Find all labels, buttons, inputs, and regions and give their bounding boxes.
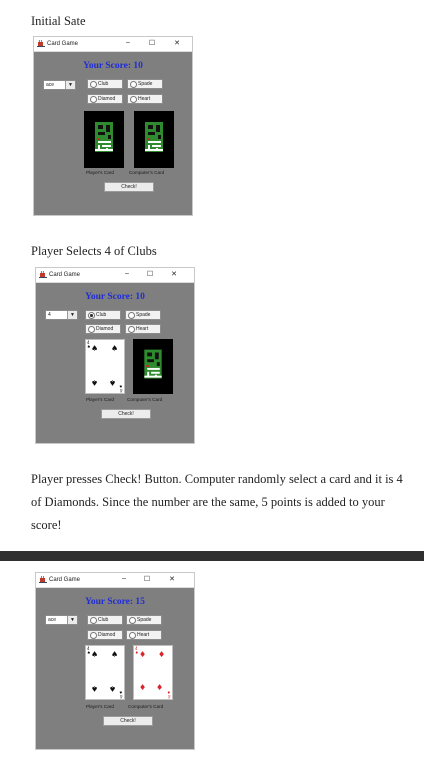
- spade-suit-icon: ♠: [91, 684, 99, 693]
- radio-heart-label: Heart: [138, 96, 151, 102]
- java-cup-icon: [39, 271, 47, 278]
- radio-club[interactable]: [87, 615, 123, 625]
- radio-club-label: Club: [98, 617, 109, 623]
- radio-heart-indicator: [129, 632, 136, 639]
- computer-card-caption: Computer's Card: [129, 170, 165, 175]
- explanation-paragraph: Player presses Check! Button. Computer randomly select a card and it is 4 of Diamonds. Since the number are the same, 5 points is added to your score!: [31, 472, 403, 532]
- computer-card-caption: Computer's Card: [127, 397, 163, 402]
- card-game-window-result: [35, 572, 195, 750]
- player-card-caption: Player's Card: [86, 704, 114, 709]
- radio-heart-indicator: [128, 326, 135, 333]
- rank-dropdown-value: ace: [48, 617, 57, 623]
- section-divider: [0, 551, 424, 561]
- card-rank-corner: 4 ♠: [119, 384, 123, 393]
- close-button[interactable]: ✕: [171, 271, 177, 278]
- radio-heart-label: Heart: [136, 326, 149, 332]
- player-card-caption: Player's Card: [86, 397, 114, 402]
- maximize-button[interactable]: ☐: [146, 271, 154, 278]
- spade-suit-icon: ♠: [91, 650, 99, 659]
- check-button[interactable]: Check!: [104, 182, 154, 192]
- radio-club-indicator-selected: [88, 312, 95, 319]
- spade-suit-icon: ♠: [109, 684, 117, 693]
- radio-heart[interactable]: [126, 630, 162, 640]
- diamond-suit-icon: ♦: [139, 650, 147, 659]
- score-label: Your Score: 10: [85, 292, 145, 302]
- spade-suit-icon: ♠: [91, 378, 99, 387]
- chevron-down-icon[interactable]: ▼: [67, 311, 77, 319]
- computer-card: [133, 645, 173, 700]
- diamond-suit-icon: ♦: [139, 683, 147, 692]
- radio-club[interactable]: [85, 310, 121, 320]
- computer-card-caption: Computer's Card: [128, 704, 164, 709]
- spade-suit-icon: ♠: [111, 650, 119, 659]
- radio-diamond[interactable]: [87, 630, 123, 640]
- radio-club[interactable]: [87, 79, 123, 89]
- radio-spade[interactable]: [127, 79, 163, 89]
- rank-dropdown[interactable]: [45, 310, 78, 320]
- card-game-window-initial: [33, 36, 193, 216]
- close-button[interactable]: ✕: [174, 40, 180, 47]
- computer-card: [134, 111, 174, 168]
- score-label: Your Score: 15: [85, 597, 145, 607]
- java-cup-icon: [37, 40, 45, 47]
- window-title: Card Game: [49, 576, 81, 583]
- heading-player-selects: Player Selects 4 of Clubs: [31, 244, 157, 258]
- rank-dropdown-value: 4: [48, 312, 51, 318]
- minimize-button[interactable]: –: [126, 39, 130, 46]
- chevron-down-icon[interactable]: ▼: [67, 616, 77, 624]
- radio-club-indicator: [90, 617, 97, 624]
- card-rank-corner: 4 ♠: [119, 690, 123, 699]
- card-rank-corner: 4 ♠: [87, 646, 91, 655]
- radio-heart-label: Heart: [137, 632, 150, 638]
- card-rank-corner: 4 ♦: [135, 646, 139, 655]
- radio-heart[interactable]: [125, 324, 161, 334]
- close-button[interactable]: ✕: [169, 576, 175, 583]
- radio-spade-label: Spade: [138, 81, 153, 87]
- radio-heart-indicator: [130, 96, 137, 103]
- window-title: Card Game: [47, 40, 79, 47]
- card-rank-corner: 4 ♦: [167, 690, 171, 699]
- diamond-suit-icon: ♦: [156, 683, 164, 692]
- score-label: Your Score: 10: [83, 61, 143, 71]
- radio-spade[interactable]: [125, 310, 161, 320]
- radio-diamond-label: Diamod: [98, 632, 116, 638]
- radio-diamond-indicator: [90, 96, 97, 103]
- check-button[interactable]: Check!: [103, 716, 153, 726]
- radio-spade-label: Spade: [137, 617, 152, 623]
- player-card: [84, 111, 124, 168]
- java-cup-icon: [39, 576, 47, 583]
- player-card: [85, 645, 125, 700]
- heading-initial-state: Initial Sate: [31, 14, 86, 28]
- title-bar: [34, 37, 192, 52]
- maximize-button[interactable]: ☐: [143, 576, 151, 583]
- spade-suit-icon: ♠: [109, 378, 117, 387]
- radio-diamond[interactable]: [85, 324, 121, 334]
- spade-suit-icon: ♠: [91, 344, 99, 353]
- minimize-button[interactable]: –: [125, 270, 129, 277]
- minimize-button[interactable]: –: [122, 575, 126, 582]
- card-rank-corner: 4 ♠: [87, 340, 91, 349]
- title-bar: [36, 573, 194, 588]
- player-card: [85, 339, 125, 394]
- card-back-pattern-icon: [84, 111, 124, 168]
- radio-diamond[interactable]: [87, 94, 123, 104]
- radio-spade-label: Spade: [136, 312, 151, 318]
- radio-heart[interactable]: [127, 94, 163, 104]
- radio-club-indicator: [90, 81, 97, 88]
- diamond-suit-icon: ♦: [158, 650, 166, 659]
- window-title: Card Game: [49, 271, 81, 278]
- radio-spade-indicator: [130, 81, 137, 88]
- radio-club-label: Club: [96, 312, 107, 318]
- spade-suit-icon: ♠: [111, 344, 119, 353]
- computer-card: [133, 339, 173, 394]
- radio-diamond-label: Diamod: [98, 96, 116, 102]
- card-back-pattern-icon: [133, 339, 173, 394]
- rank-dropdown[interactable]: [43, 80, 76, 90]
- radio-spade-indicator: [128, 312, 135, 319]
- title-bar: [36, 268, 194, 283]
- radio-diamond-indicator: [90, 632, 97, 639]
- radio-spade-indicator: [129, 617, 136, 624]
- card-back-pattern-icon: [134, 111, 174, 168]
- radio-diamond-label: Diamod: [96, 326, 114, 332]
- rank-dropdown-value: ace: [46, 82, 55, 88]
- radio-diamond-indicator: [88, 326, 95, 333]
- radio-spade[interactable]: [126, 615, 162, 625]
- player-card-caption: Player's Card: [86, 170, 114, 175]
- rank-dropdown[interactable]: [45, 615, 78, 625]
- card-game-window-selected: [35, 267, 195, 444]
- chevron-down-icon[interactable]: ▼: [65, 81, 75, 89]
- radio-club-label: Club: [98, 81, 109, 87]
- maximize-button[interactable]: ☐: [148, 40, 156, 47]
- check-button[interactable]: Check!: [101, 409, 151, 419]
